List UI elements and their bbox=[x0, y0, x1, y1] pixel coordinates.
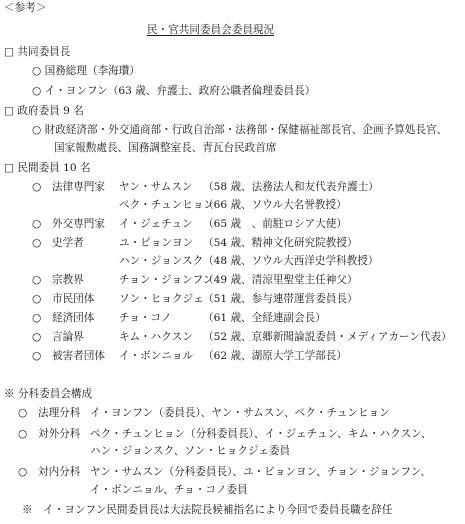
bullet: ○ bbox=[18, 407, 28, 419]
co-chair-item: ○ 国務総理（李海瓚） bbox=[32, 65, 140, 77]
subcommittee-name: 対内分科 bbox=[38, 466, 81, 478]
section-co-chairs-heading: □ 共同委員長 bbox=[4, 46, 71, 58]
member-field: 法律専門家 bbox=[52, 181, 105, 193]
civil-member-row bbox=[32, 294, 358, 305]
subcommittee-members: イ・ヨンフン（委員長）、ヤン・サムスン、ペク・チュンヒョン bbox=[90, 407, 390, 419]
civil-member-row bbox=[32, 200, 347, 211]
resignation-note: ※ イ・ヨンフン民間委員長は大法院長候補指名により今回で委員長職を辞任 bbox=[22, 504, 393, 516]
member-field: 市民団体 bbox=[52, 293, 95, 305]
document-title: 民・官共同委員会委員現況 bbox=[147, 24, 275, 36]
subcommittee-members: ヤン・サムスン（分科委員長）、ユ・ビョンヨン、チョン・ジョンフン、 bbox=[90, 466, 432, 478]
civil-member-row bbox=[32, 275, 358, 286]
civil-member-row bbox=[32, 351, 347, 362]
member-name: ハン・ジョンスク bbox=[119, 255, 204, 267]
member-name: イ・ボンニョル bbox=[119, 350, 194, 362]
member-field: 宗教界 bbox=[52, 274, 84, 286]
member-field: 被害者団体 bbox=[52, 350, 105, 362]
subcommittee-members-continued: イ・ボンニョル、チョ・コノ委員 bbox=[90, 484, 248, 496]
member-info: （54 歳、精神文化研究院教授） bbox=[203, 237, 358, 249]
bullet: ○ bbox=[32, 274, 42, 286]
member-info: （65 歳 、前駐ロシア大使） bbox=[203, 218, 347, 230]
bullet: ○ bbox=[32, 218, 42, 230]
member-field: 史学者 bbox=[52, 237, 84, 249]
subcommittee-members-continued: ハン・ジョンスク、ソン・ヒョクジェ委員 bbox=[90, 445, 291, 457]
member-field: 経済団体 bbox=[52, 312, 95, 324]
member-info: （66 歳、ソウル大名誉教授） bbox=[203, 199, 347, 211]
civil-member-row bbox=[32, 332, 452, 343]
bullet: ○ bbox=[18, 466, 28, 478]
member-name: ユ・ビョンヨン bbox=[119, 237, 194, 249]
bullet: ○ bbox=[32, 312, 42, 324]
civil-member-row bbox=[32, 182, 379, 193]
bullet: ○ bbox=[32, 331, 42, 343]
member-info: （49 歳、清涼里聖堂主任神父） bbox=[203, 274, 358, 286]
civil-member-row bbox=[32, 313, 326, 324]
bullet: ○ bbox=[32, 237, 42, 249]
member-field: 外交専門家 bbox=[52, 218, 105, 230]
section-civil-heading: □ 民間委員 10 名 bbox=[4, 162, 91, 174]
member-name: チョン・ジョンフン bbox=[119, 274, 214, 286]
section-government-heading: □ 政府委員 9 名 bbox=[4, 105, 84, 117]
bullet: ○ bbox=[32, 350, 42, 362]
member-field: 言論界 bbox=[52, 331, 84, 343]
section-subcommittee-heading: ※ 分科委員会構成 bbox=[4, 388, 93, 400]
member-info: （51 歳、参与連帯運営委員長） bbox=[203, 293, 358, 305]
member-info: （52 歳、京郷新聞論説委員・メディアカーン代表） bbox=[203, 331, 452, 343]
subcommittee-name: 法理分科 bbox=[38, 407, 81, 419]
member-name: ペク・チュンヒョン bbox=[119, 199, 215, 211]
reference-header: ＜参考＞ bbox=[4, 2, 47, 14]
member-info: （48 歳、ソウル大西洋史学科教授） bbox=[203, 255, 379, 267]
member-name: イ・ジェチュン bbox=[119, 218, 193, 230]
subcommittee-name: 対外分科 bbox=[38, 428, 81, 440]
bullet: ○ bbox=[32, 293, 42, 305]
government-members-line: ○ 財政経済部・外交通商部・行政自治部・法務部・保健福祉部長官、企画予算処長官、 bbox=[32, 124, 448, 136]
member-info: （61 歳、全経連副会長） bbox=[203, 312, 326, 324]
member-info: （58 歳、法務法人和友代表弁護士） bbox=[203, 181, 379, 193]
subcommittee-members: ペク・チュンヒョン（分科委員長）、イ・ジェチュン、キム・ハクスン、 bbox=[90, 428, 432, 440]
civil-member-row bbox=[32, 219, 347, 230]
bullet: ○ bbox=[18, 428, 28, 440]
subcommittee-row bbox=[18, 467, 431, 478]
civil-member-row bbox=[32, 238, 358, 249]
member-name: ヤン・サムスン bbox=[119, 181, 193, 193]
subcommittee-row bbox=[18, 429, 432, 440]
member-name: ソン・ヒョクジェ bbox=[119, 293, 204, 305]
civil-member-row bbox=[32, 256, 378, 267]
government-members-line: 国家報勲處長、国務調整室長、青瓦台民政首席 bbox=[54, 142, 277, 154]
subcommittee-row bbox=[18, 408, 390, 419]
member-name: キム・ハクスン bbox=[119, 331, 193, 343]
member-name: チョ・コノ bbox=[119, 312, 172, 324]
bullet: ○ bbox=[32, 181, 42, 193]
co-chair-item: ○ イ・ヨンフン（63 歳、弁護士、政府公職者倫理委員長） bbox=[32, 85, 316, 97]
member-info: （62 歳、湖原大学工学部長） bbox=[203, 350, 347, 362]
